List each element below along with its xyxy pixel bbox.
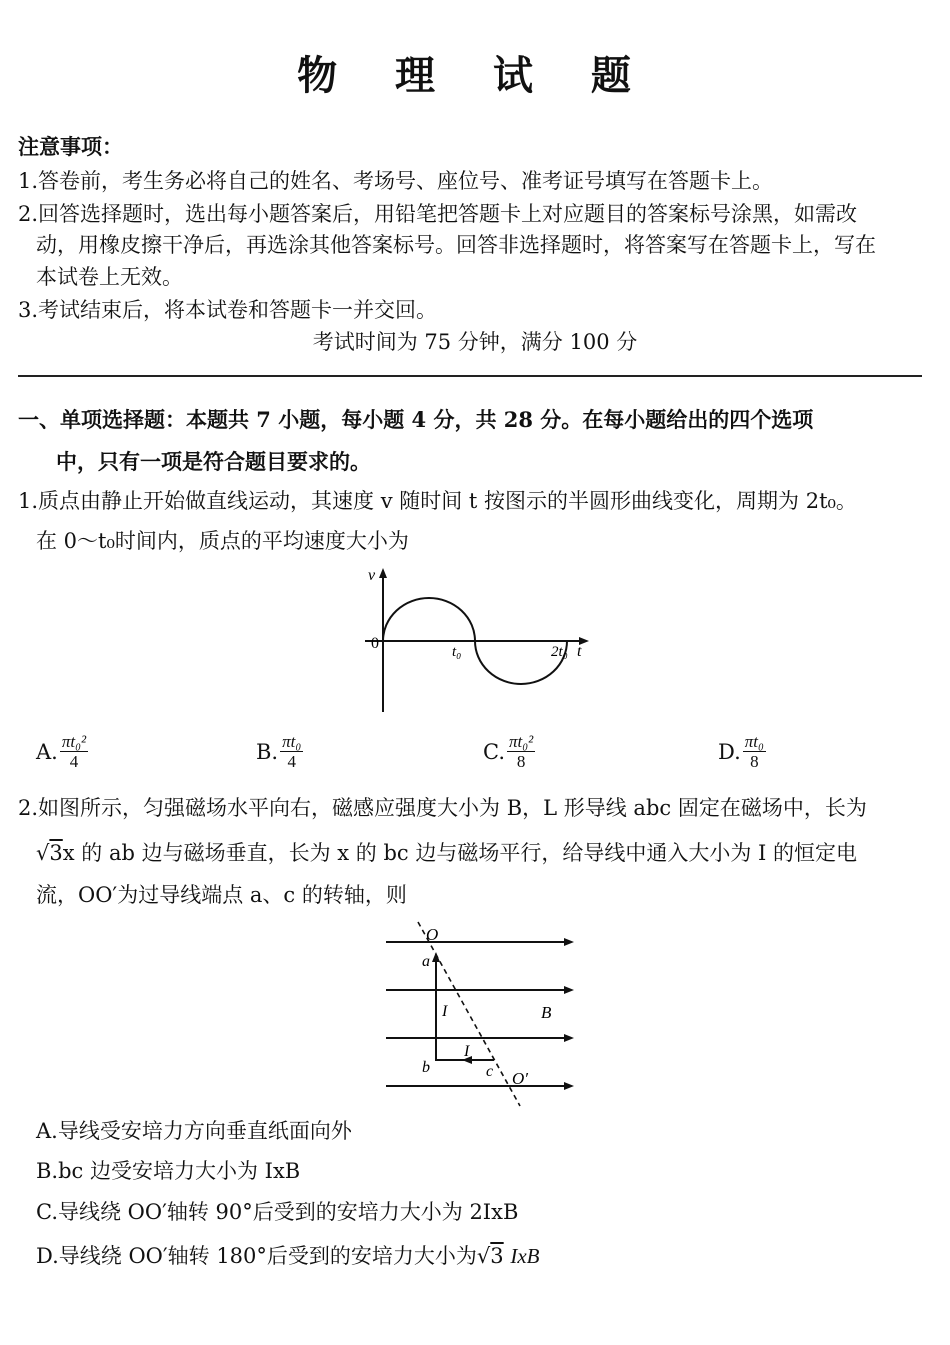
q1-option-a[interactable] xyxy=(36,732,88,771)
field-lines xyxy=(386,942,566,1086)
q1-option-d[interactable] xyxy=(718,732,766,771)
field-arrowhead xyxy=(564,1082,574,1090)
v-label: v xyxy=(368,567,376,584)
option-letter: A. xyxy=(36,739,58,764)
q2-field-figure xyxy=(380,920,580,1110)
label-i-ab: I xyxy=(442,1003,448,1020)
q1-stem-line1: 1.质点由静止开始做直线运动，其速度 v 随时间 t 按图示的半圆形曲线变化，周期为 2t₀。 xyxy=(18,489,857,513)
denominator: 4 xyxy=(69,752,79,771)
q2-option-d-text: D.导线绕 OO′轴转 180°后受到的安培力大小为 xyxy=(36,1244,477,1268)
label-b-point: b xyxy=(422,1059,430,1076)
q2-option-d-expr: IxB xyxy=(510,1244,540,1268)
q2-option-a[interactable]: A.导线受安培力方向垂直纸面向外 xyxy=(36,1119,352,1143)
axis-oo-prime xyxy=(418,922,520,1106)
q1-option-c[interactable] xyxy=(483,732,535,771)
exam-info: 考试时间为 75 分钟，满分 100 分 xyxy=(312,330,638,354)
sqrt-3: 3 xyxy=(49,841,63,865)
notice-heading: 注意事项： xyxy=(18,134,123,159)
field-arrows xyxy=(564,938,574,1090)
t0-label: t₀ xyxy=(452,644,462,660)
2t0-label: 2t₀ xyxy=(551,644,568,660)
section1-heading: 一、单项选择题：本题共 7 小题，每小题 4 分，共 28 分。在每小题给出的四个选项 xyxy=(18,407,814,432)
q2-option-d[interactable]: D.导线绕 OO′轴转 180°后受到的安培力大小为√3 IxB xyxy=(36,1244,540,1268)
numerator: πt₀ xyxy=(744,732,764,751)
option-fraction xyxy=(743,732,766,771)
denominator: 8 xyxy=(750,752,759,771)
denominator: 8 xyxy=(516,752,526,771)
field-arrowhead xyxy=(564,986,574,994)
upper-semicircle xyxy=(383,598,475,641)
current-arrow-ab xyxy=(432,952,440,962)
notice-item-2-cont2: 本试卷上无效。 xyxy=(36,265,183,289)
sqrt-3: 3 xyxy=(490,1244,504,1268)
option-fraction xyxy=(60,732,88,771)
option-letter: B. xyxy=(256,739,279,764)
field-arrowhead xyxy=(564,1034,574,1042)
option-fraction xyxy=(507,732,535,771)
q2-option-b[interactable]: B.bc 边受安培力大小为 IxB xyxy=(36,1159,301,1183)
field-arrowhead xyxy=(564,938,574,946)
v-axis-arrow xyxy=(379,568,387,578)
origin-label: 0 xyxy=(371,635,379,652)
numerator: πt₀ xyxy=(282,732,302,751)
label-i-bc: I xyxy=(464,1043,470,1060)
page-title: 物 理 试 题 xyxy=(297,52,653,99)
label-c: c xyxy=(486,1063,494,1080)
t-label: t xyxy=(577,643,582,660)
q1-stem-line2: 在 0～t₀时间内，质点的平均速度大小为 xyxy=(36,529,409,553)
option-letter: D. xyxy=(718,739,741,764)
notice-item-1: 1.答卷前，考生务必将自己的姓名、考场号、座位号、准考证号填写在答题卡上。 xyxy=(18,169,774,193)
option-fraction xyxy=(280,732,303,771)
q2-stem-line1: 2.如图所示，匀强磁场水平向右，磁感应强度大小为 B，L 形导线 abc 固定在磁场中，长为 xyxy=(18,796,867,820)
notice-item-2: 2.回答选择题时，选出每小题答案后，用铅笔把答题卡上对应题目的答案标号涂黑，如需改 xyxy=(18,202,858,226)
q2-stem-line2: √3x 的 ab 边与磁场垂直，长为 x 的 bc 边与磁场平行，给导线中通入大小为 I 的恒定电 xyxy=(36,841,857,865)
divider xyxy=(18,375,922,377)
denominator: 4 xyxy=(287,752,296,771)
q2-stem-line3: 流，OO′为过导线端点 a、c 的转轴，则 xyxy=(36,883,407,907)
notice-item-2-cont: 动，用橡皮擦干净后，再选涂其他答案标号。回答非选择题时，将答案写在答题卡上，写在 xyxy=(36,233,876,257)
q2-option-c[interactable]: C.导线绕 OO′轴转 90°后受到的安培力大小为 2IxB xyxy=(36,1200,519,1224)
label-o-prime: O′ xyxy=(512,1069,528,1088)
option-letter: C. xyxy=(483,739,505,764)
label-o: O xyxy=(426,925,439,944)
section1-heading-cont: 中，只有一项是符合题目要求的。 xyxy=(56,449,371,474)
q1-option-b[interactable] xyxy=(256,732,303,771)
q2-stem-line2-text: x 的 ab 边与磁场垂直，长为 x 的 bc 边与磁场平行，给导线中通入大小为 I 的恒定电 xyxy=(62,841,857,865)
q1-vt-graph xyxy=(355,562,595,714)
label-a: a xyxy=(422,953,430,970)
notice-item-3: 3.考试结束后，将本试卷和答题卡一并交回。 xyxy=(18,298,438,322)
label-b-field: B xyxy=(541,1003,552,1022)
numerator: πt₀² xyxy=(61,732,87,751)
numerator: πt₀² xyxy=(509,732,534,751)
